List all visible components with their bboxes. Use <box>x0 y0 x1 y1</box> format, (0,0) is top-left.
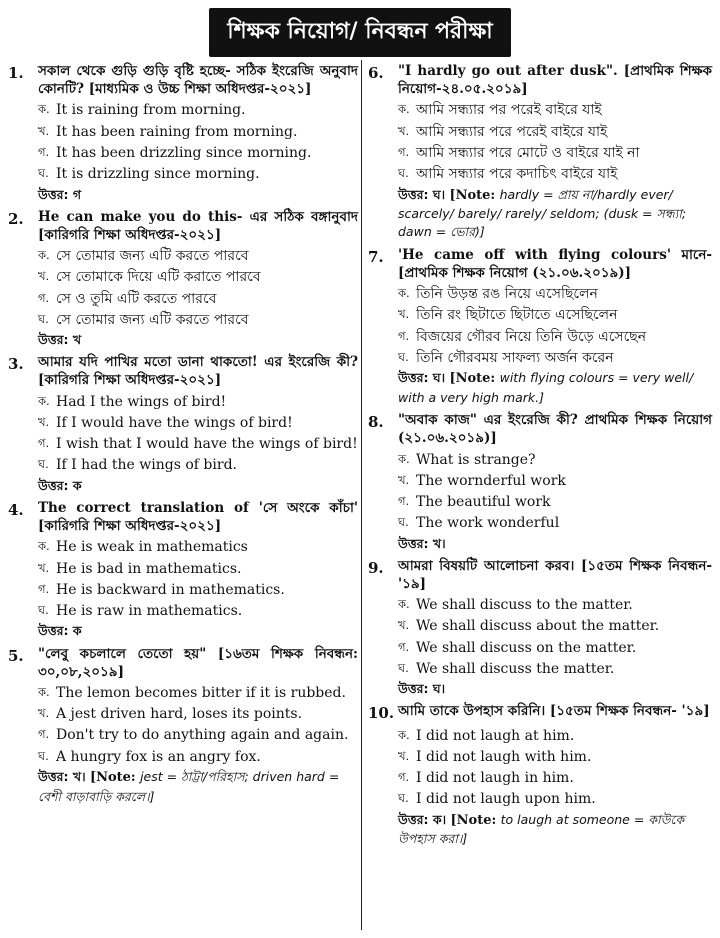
header-wrap <box>0 6 720 56</box>
option-text: We shall discuss on the matter. <box>416 639 637 656</box>
question-block <box>8 645 358 806</box>
page-title: শিক্ষক নিয়োগ/ নিবন্ধন পরীক্ষা <box>209 8 510 57</box>
answer-line <box>398 535 712 553</box>
question-number: 10. <box>368 704 395 723</box>
option-item <box>38 580 358 601</box>
option-text: If I would have the wings of bird! <box>56 414 293 431</box>
answer-text: উত্তর: ক। <box>398 811 451 827</box>
answer-text: উত্তর: ক <box>38 477 82 493</box>
question-block <box>368 557 712 699</box>
option-text: It has been raining from morning. <box>56 123 298 140</box>
answer-text: উত্তর: ক <box>38 623 82 639</box>
question-header <box>8 499 358 535</box>
options-list <box>38 246 358 331</box>
options-list <box>398 450 712 535</box>
question-text: The correct translation of 'সে অংকে কাঁচা' [কারিগরি শিক্ষা অধিদপ্তর-২০২১] <box>38 499 358 535</box>
option-item <box>398 284 712 305</box>
option-label: ক. <box>398 597 410 612</box>
answer-line <box>38 186 358 204</box>
option-label: ক. <box>398 451 410 466</box>
question-text: "লেবু কচলালে তেতো হয়" [১৬তম শিক্ষক নিবন্ধন: ৩০,০৮,২০১৯] <box>38 645 358 680</box>
option-item <box>38 683 358 704</box>
option-item <box>38 100 358 121</box>
option-item <box>38 392 358 413</box>
question-header <box>8 208 358 244</box>
option-label: গ. <box>38 436 50 451</box>
answer-text: উত্তর: ঘ। <box>398 681 446 697</box>
answer-line <box>398 680 712 698</box>
options-list <box>398 100 712 185</box>
option-text: আমি সন্ধ্যার পর পরেই বাইরে যাই <box>416 102 602 119</box>
option-item <box>398 595 712 616</box>
option-text: সে ও তুমি এটি করতে পারবে <box>56 290 217 307</box>
question-number: 8. <box>368 413 384 432</box>
note-text: jest = ঠাট্টা/পরিহাস; driven hard = বেশী বাড়াবাড়ি করলে।] <box>38 769 340 804</box>
option-text: বিজয়ের গৌরব নিয়ে তিনি উড়ে এসেছেন <box>416 328 647 345</box>
option-label: ঘ. <box>38 311 49 326</box>
question-number: 2. <box>8 209 24 228</box>
option-text: He is raw in mathematics. <box>56 603 243 620</box>
option-item <box>38 434 358 455</box>
option-label: ক. <box>398 102 410 117</box>
option-text: আমি সন্ধ্যার পরে কদাচিৎ বাইরে যাই <box>416 166 618 183</box>
question-text: আমি তাকে উপহাস করিনি। [১৫তম শিক্ষক নিবন্ধন- '১৯] <box>398 703 710 720</box>
option-item <box>38 455 358 476</box>
question-block <box>368 702 712 848</box>
option-text: আমি সন্ধ্যার পরে পরেই বাইরে যাই <box>416 123 608 140</box>
option-item <box>398 305 712 326</box>
option-label: খ. <box>38 560 50 575</box>
option-item <box>38 704 358 725</box>
question-number: 9. <box>368 558 384 577</box>
option-item <box>38 559 358 580</box>
option-text: He is backward in mathematics. <box>56 581 285 598</box>
option-text: তিনি উড়ন্ত রঙ নিয়ে এসেছিলেন <box>416 286 598 303</box>
option-text: আমি সন্ধ্যার পরে মোটে ও বাইরে যাই না <box>416 144 640 161</box>
option-text: A jest driven hard, loses its points. <box>56 706 303 723</box>
right-column <box>368 62 712 930</box>
question-text: "I hardly go out after dusk". [প্রাথমিক শিক্ষক নিয়োগ-২৪.০৫.২০১৯] <box>398 63 712 98</box>
options-list <box>38 392 358 477</box>
option-label: গ. <box>38 144 50 159</box>
option-label: গ. <box>398 328 410 343</box>
option-label: খ. <box>398 123 410 138</box>
option-label: ক. <box>38 102 50 117</box>
option-item <box>38 725 358 746</box>
option-label: গ. <box>398 144 410 159</box>
option-item <box>398 471 712 492</box>
question-header <box>8 353 358 389</box>
option-text: It is drizzling since morning. <box>56 166 260 183</box>
question-block <box>368 62 712 242</box>
option-label: ক. <box>38 684 50 699</box>
option-text: Had I the wings of bird! <box>56 393 227 410</box>
option-item <box>398 492 712 513</box>
option-text: সে তোমার জন্য এটি করতে পারবে <box>56 248 249 265</box>
option-item <box>398 659 712 680</box>
answer-line <box>38 477 358 495</box>
left-column <box>8 62 358 930</box>
note-text: hardly = প্রায় না/hardly ever/ scarcely/ barely/ rarely/ seldom; (dusk = সন্ধ্যা; dawn = ভোর)] <box>398 186 687 240</box>
option-label: ক. <box>398 286 410 301</box>
option-item <box>38 310 358 331</box>
option-label: খ. <box>398 472 410 487</box>
answer-line <box>38 622 358 640</box>
question-header <box>8 62 358 98</box>
option-item <box>398 327 712 348</box>
option-item <box>398 100 712 121</box>
option-text: Don't try to do anything again and again. <box>56 727 349 744</box>
option-item <box>398 789 712 810</box>
question-text: আমার যদি পাখির মতো ডানা থাকতো! এর ইংরেজি কী? [কারিগরি শিক্ষা অধিদপ্তর-২০২১] <box>38 354 358 389</box>
option-item <box>398 143 712 164</box>
option-label: ঘ. <box>398 515 409 530</box>
answer-text: উত্তর: ঘ। <box>398 370 450 386</box>
question-number: 5. <box>8 646 24 665</box>
question-block <box>368 246 712 407</box>
answer-text: উত্তর: খ <box>38 332 82 348</box>
question-number: 6. <box>368 64 384 82</box>
option-label: খ. <box>38 414 50 429</box>
answer-line <box>398 186 712 242</box>
option-label: ঘ. <box>398 791 409 806</box>
option-label: খ. <box>398 618 410 633</box>
note-text: to laugh at someone = কাউকে উপহাস করা।] <box>398 811 685 847</box>
option-item <box>38 122 358 143</box>
option-text: I wish that I would have the wings of bird! <box>56 436 358 453</box>
option-label: ক. <box>38 248 50 263</box>
option-label: ঘ. <box>38 603 49 618</box>
question-header <box>368 246 712 282</box>
question-text: He can make you do this- এর সঠিক বঙ্গানুবাদ [কারিগরি শিক্ষা অধিদপ্তর-২০২১] <box>38 208 358 243</box>
option-text: If I had the wings of bird. <box>56 457 237 474</box>
option-label: ঘ. <box>398 166 409 181</box>
option-item <box>398 122 712 143</box>
option-text: He is weak in mathematics <box>56 539 248 556</box>
question-text: আমরা বিষয়টি আলোচনা করব। [১৫তম শিক্ষক নিবন্ধন-'১৯] <box>398 557 712 592</box>
option-text: সে তোমার জন্য এটি করতে পারবে <box>56 311 249 328</box>
question-header <box>368 411 712 447</box>
note-label: [Note: <box>449 187 496 203</box>
option-label: ঘ. <box>38 457 49 472</box>
note-text: with flying colours = very well/ with a very high mark.] <box>398 370 694 405</box>
option-label: ঘ. <box>398 660 409 675</box>
options-list <box>398 726 712 811</box>
option-item <box>398 747 712 768</box>
option-item <box>398 726 712 747</box>
option-label: গ. <box>398 639 410 654</box>
option-item <box>38 267 358 288</box>
option-item <box>38 537 358 558</box>
question-number: 4. <box>8 500 24 519</box>
question-number: 1. <box>8 64 24 82</box>
option-item <box>398 164 712 185</box>
option-label: গ. <box>38 727 50 742</box>
question-block <box>8 62 358 204</box>
option-text: I did not laugh with him. <box>416 748 592 765</box>
option-label: ক. <box>398 727 410 742</box>
options-list <box>398 284 712 369</box>
option-item <box>38 164 358 185</box>
option-text: I did not laugh at him. <box>416 727 575 744</box>
option-text: He is bad in mathematics. <box>56 560 242 577</box>
option-label: গ. <box>38 581 50 596</box>
note-label: [Note: <box>89 770 136 785</box>
option-label: ঘ. <box>38 166 49 181</box>
option-text: It is raining from morning. <box>56 102 246 119</box>
option-label: খ. <box>398 748 410 763</box>
answer-text: উত্তর: গ <box>38 186 82 202</box>
option-text: The wornderful work <box>416 472 566 489</box>
option-label: খ. <box>38 706 50 721</box>
options-list <box>38 100 358 185</box>
option-item <box>38 413 358 434</box>
option-label: ক. <box>38 539 50 554</box>
option-item <box>398 450 712 471</box>
option-text: It has been drizzling since morning. <box>56 144 312 161</box>
option-text: We shall discuss about the matter. <box>416 618 660 635</box>
option-label: ঘ. <box>38 748 49 763</box>
option-item <box>398 348 712 369</box>
options-list <box>38 683 358 768</box>
option-text: We shall discuss to the matter. <box>416 597 633 614</box>
question-header <box>368 557 712 593</box>
question-header <box>368 702 712 723</box>
option-item <box>38 289 358 310</box>
question-block <box>8 499 358 641</box>
question-number: 3. <box>8 355 24 374</box>
option-label: খ. <box>398 307 410 322</box>
option-text: The lemon becomes bitter if it is rubbed. <box>56 684 346 701</box>
question-text: 'He came off with flying colours' মানে- [প্রাথমিক শিক্ষক নিয়োগ (২১.০৬.২০১৯)] <box>398 246 712 281</box>
answer-line <box>398 811 712 849</box>
option-text: The work wonderful <box>416 515 560 532</box>
option-label: গ. <box>398 494 410 509</box>
question-text: সকাল থেকে গুড়ি গুড়ি বৃষ্টি হচ্ছে- সঠিক ইংরেজি অনুবাদ কোনটি? [মাধ্যমিক ও উচ্চ শিক্ষা অধিদপ্তর-২০২১] <box>38 63 358 98</box>
option-text: The beautiful work <box>416 494 551 511</box>
option-item <box>398 638 712 659</box>
options-list <box>398 595 712 680</box>
options-list <box>38 537 358 622</box>
option-label: খ. <box>38 123 50 138</box>
question-block <box>8 208 358 350</box>
note-label: [Note: <box>450 812 497 828</box>
question-number: 7. <box>368 247 384 266</box>
question-block <box>368 411 712 553</box>
option-text: We shall discuss the matter. <box>416 660 615 677</box>
question-block <box>8 353 358 495</box>
option-text: I did not laugh in him. <box>416 770 574 787</box>
option-item <box>38 601 358 622</box>
answer-line <box>38 768 358 806</box>
option-item <box>398 513 712 534</box>
question-header <box>368 62 712 98</box>
question-text: "অবাক কাজ" এর ইংরেজি কী? প্রাথমিক শিক্ষক নিয়োগ (২১.০৬.২০১৯)] <box>398 412 712 447</box>
option-item <box>38 143 358 164</box>
option-label: গ. <box>38 290 50 305</box>
option-item <box>398 768 712 789</box>
option-text: তিনি রং ছিটাতে ছিটাতে এসেছিলেন <box>416 307 618 324</box>
answer-text: উত্তর: ঘ। <box>398 186 450 202</box>
option-label: গ. <box>398 770 410 785</box>
answer-line <box>38 331 358 349</box>
option-item <box>38 747 358 768</box>
option-label: খ. <box>38 269 50 284</box>
column-divider <box>361 60 362 930</box>
option-text: I did not laugh upon him. <box>416 791 596 808</box>
option-label: ক. <box>38 393 50 408</box>
option-item <box>38 246 358 267</box>
option-text: সে তোমাকে দিয়ে এটি করাতে পারবে <box>56 269 261 286</box>
option-text: What is strange? <box>416 451 536 468</box>
answer-text: উত্তর: খ। <box>398 535 446 551</box>
answer-text: উত্তর: খ। <box>38 769 90 784</box>
answer-line <box>398 369 712 407</box>
question-header <box>8 645 358 681</box>
option-text: A hungry fox is an angry fox. <box>56 748 261 765</box>
note-label: [Note: <box>449 371 496 387</box>
option-item <box>398 616 712 637</box>
option-text: তিনি গৌরবময় সাফল্য অর্জন করেন <box>416 349 614 366</box>
option-label: ঘ. <box>398 349 409 364</box>
